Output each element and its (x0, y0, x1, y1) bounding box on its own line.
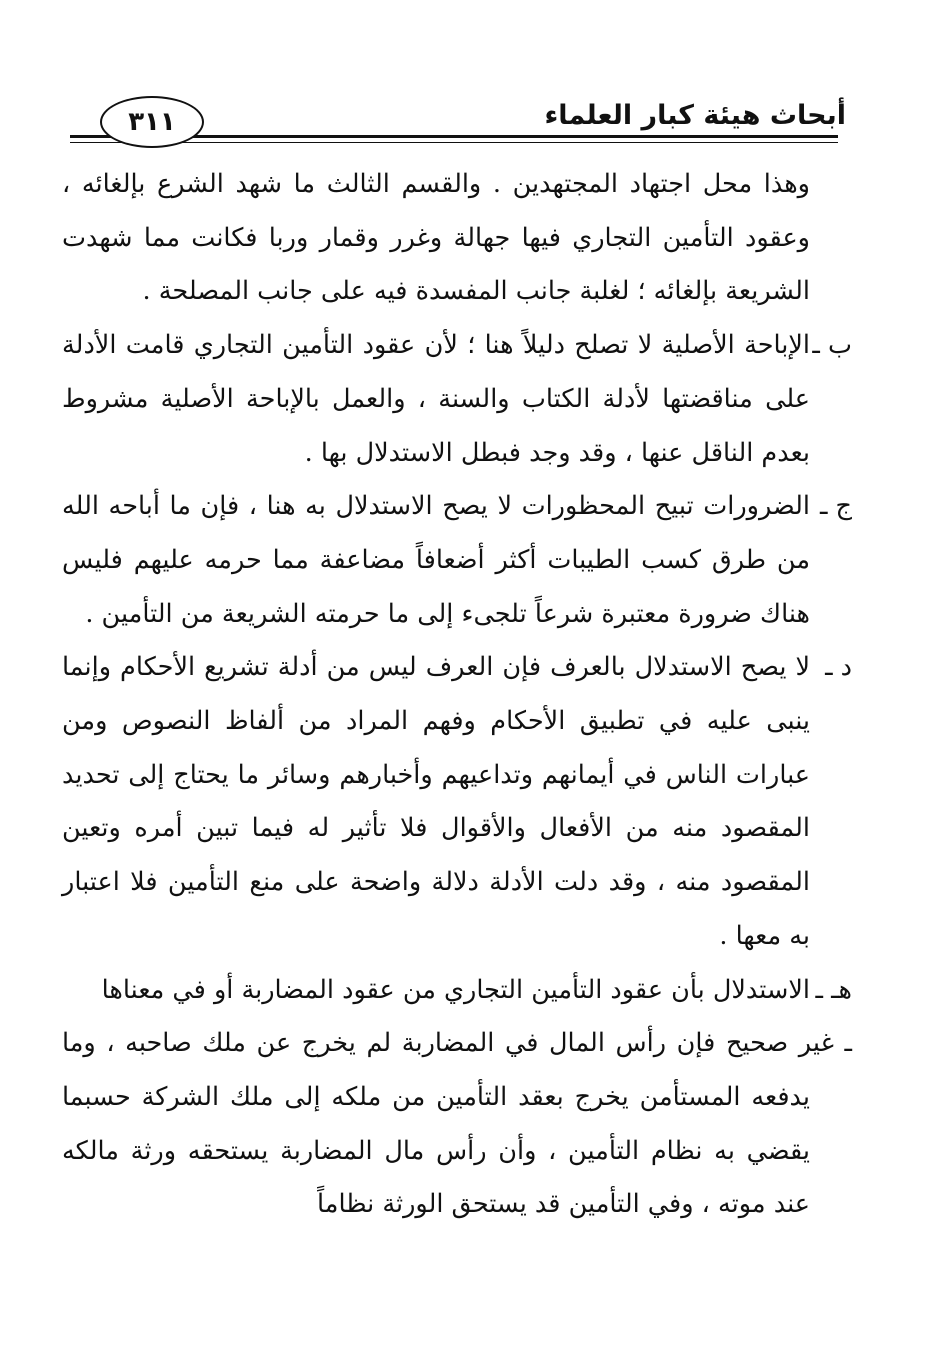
item-text: الإباحة الأصلية لا تصلح دليلاً هنا ؛ لأن عقود التأمين التجاري قامت الأدلة على مناقضتها لأدلة الكتاب والسنة ، والعمل بالإباحة الأصلية مشروط بعدم الناقل عنها ، وقد وجد فبطل الاستدلال بها . (62, 330, 810, 468)
item-text: الاستدلال بأن عقود التأمين التجاري من عقود المضاربة أو في معناها (101, 974, 810, 1005)
item-h (62, 964, 852, 1233)
item-marker: هـ ـ (815, 974, 852, 1005)
item-continuation: ـ غير صحيح فإن رأس المال في المضاربة لم يخرج عن ملك صاحبه ، وما يدفعه المستأمن يخرج بعقد التأمين من ملكه إلى ملك الشركة حسبما يقضي به نظام التأمين ، وأن رأس مال المضاربة يستحقه ورثة مالكه عند موته ، وفي التأمين قد يستحق الورثة نظاماً (62, 1028, 852, 1220)
page-number (100, 96, 204, 148)
item-text: الضرورات تبيح المحظورات لا يصح الاستدلال به هنا ، فإن ما أباحه الله من طرق كسب الطيبات أكثر أضعافاً مضاعفة مما حرمه عليهم فليس هناك ضرورة معتبرة شرعاً تلجىء إلى ما حرمته الشريعة من التأمين . (62, 491, 810, 629)
item-j (62, 480, 852, 641)
item-b (62, 319, 852, 480)
page-number-text: ٣١١ (128, 107, 176, 137)
item-d (62, 641, 852, 963)
item-marker: ب ـ (812, 330, 852, 361)
item-marker: د ـ (825, 652, 852, 683)
item-marker: ج ـ (819, 491, 852, 522)
header-rule-thin (70, 142, 838, 143)
intro-paragraph: وهذا محل اجتهاد المجتهدين . والقسم الثالث ما شهد الشرع بإلغائه ، وعقود التأمين التجاري فيها جهالة وغرر وقمار وربا فكانت مما شهدت الشريعة بإلغائه ؛ لغلبة جانب المفسدة فيه على جانب المصلحة . (62, 169, 810, 307)
running-title: أبحاث هيئة كبار العلماء (544, 100, 846, 131)
body-text (62, 158, 852, 1232)
item-text: لا يصح الاستدلال بالعرف فإن العرف ليس من أدلة تشريع الأحكام وإنما ينبى عليه في تطبيق الأحكام وفهم المراد من ألفاظ النصوص ومن عبارات الناس في أيمانهم وتداعيهم وأخبارهم وسائر ما يحتاج إلى تحديد المقصود منه من الأفعال والأقوال فلا تأثير له فيما تبين أمره وتعين المقصود منه ، وقد دلت الأدلة دلالة واضحة على منع التأمين فلا اعتبار به معها . (62, 652, 810, 951)
